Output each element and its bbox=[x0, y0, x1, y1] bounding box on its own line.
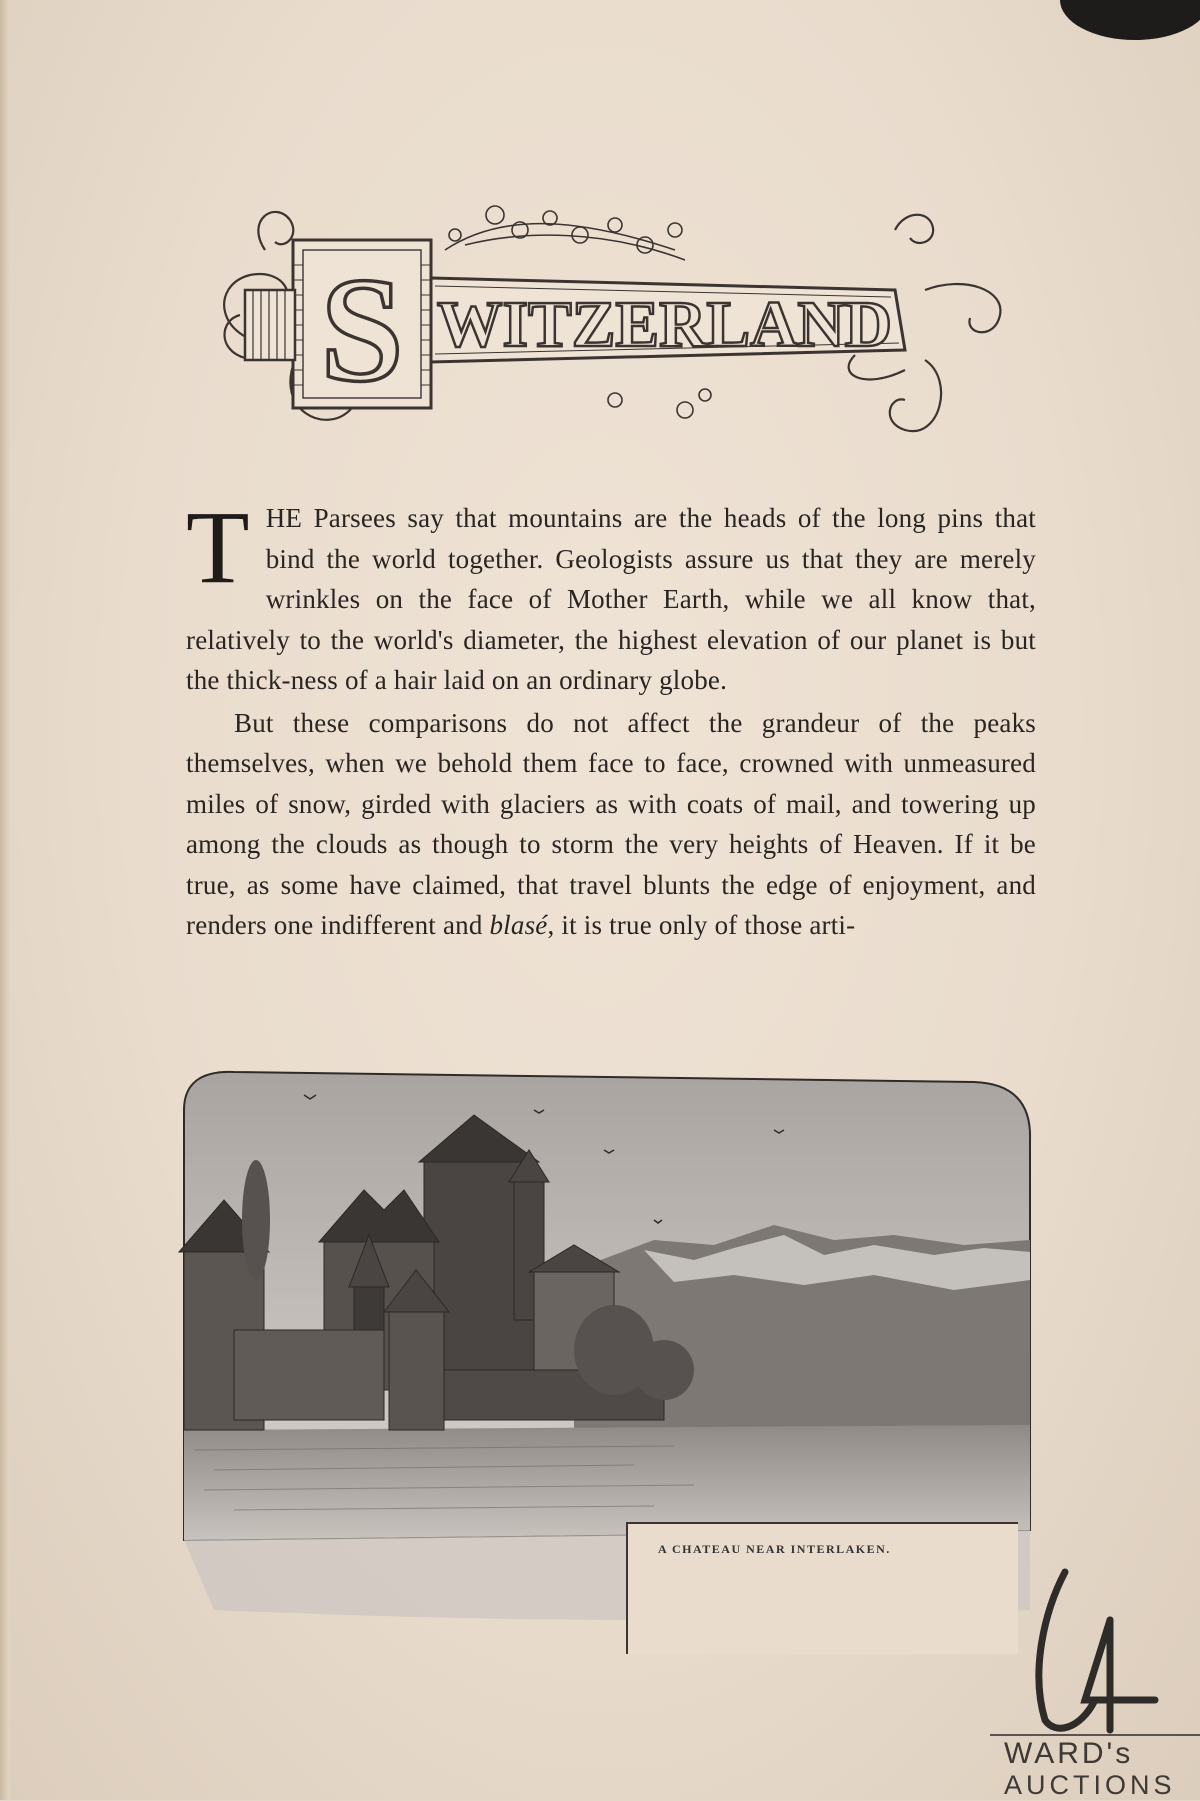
paragraph-2 bbox=[186, 703, 1036, 946]
wa-monogram-icon bbox=[990, 1560, 1200, 1740]
title-initial-letter: S bbox=[320, 247, 404, 413]
title-rest-letters: WITZERLAND bbox=[437, 288, 892, 361]
illustration-caption: A CHATEAU NEAR INTERLAKEN. bbox=[658, 1542, 891, 1556]
drop-cap: T bbox=[186, 490, 250, 605]
page-binding-edge bbox=[0, 0, 10, 1800]
paragraph-1-text: HE Parsees say that mountains are the heads of the long pins that bind the world together. Geologists assure us that they are merely wrinkles on the face of Mother Earth, while we all know that, relatively to the world's diameter, the highest elevation of our planet is but the thick-ness of a hair laid on an ordinary globe. bbox=[186, 503, 1036, 695]
ornamental-title-banner bbox=[205, 190, 1015, 460]
paragraph-2-text: But these comparisons do not affect the grandeur of the peaks themselves, when we behold them face to face, crowned with unmeasured miles of snow, girded with glaciers as with coats of mail, and towering up among the clouds as though to storm the very heights of Heaven. If it be true, as some have claimed, that travel blunts the edge of enjoyment, and renders one indifferent and bbox=[186, 707, 1036, 940]
watermark-line-2: AUCTIONS bbox=[1004, 1770, 1176, 1800]
camera-object-corner bbox=[1060, 0, 1200, 40]
paragraph-1 bbox=[186, 490, 1036, 701]
title-ornament-svg bbox=[205, 190, 1015, 460]
caption-panel bbox=[626, 1522, 1018, 1654]
paragraph-2-end: , it is true only of those arti- bbox=[547, 910, 856, 940]
body-text bbox=[186, 490, 1036, 946]
paragraph-2-italic: blasé bbox=[489, 910, 548, 940]
watermark-line-1: WARD's bbox=[1004, 1737, 1134, 1770]
